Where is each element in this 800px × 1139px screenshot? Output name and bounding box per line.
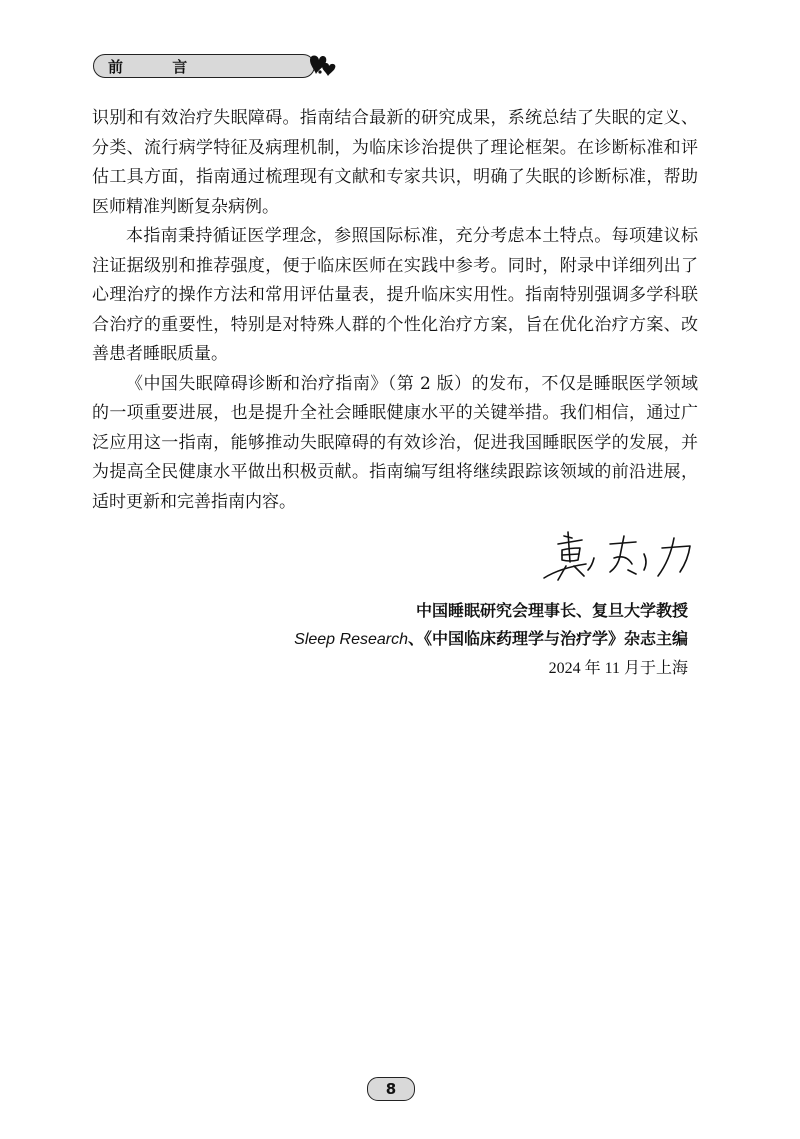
section-header-tab: [93, 54, 315, 78]
handwritten-signature: [540, 526, 700, 588]
date-place: 2024 年 11 月于上海: [548, 660, 688, 677]
author-journal-role: [294, 626, 688, 649]
journal-role-rest: 、《中国临床药理学与治疗学》杂志主编: [407, 629, 688, 648]
paragraph-1: 识别和有效治疗失眠障碍。指南结合最新的研究成果，系统总结了失眠的定义、分类、流行病学特征及病理机制，为临床诊治提供了理论框架。在诊断标准和评估工具方面，指南通过梳理现有文献和专家共识，明确了失眠的诊断标准，帮助医师精准判断复杂病例。: [92, 108, 698, 217]
paragraph-3: 《中国失眠障碍诊断和治疗指南》（第 2 版）的发布，不仅是睡眠医学领域的一项重要进展，也是提升全社会睡眠健康水平的关键举措。我们相信，通过广泛应用这一指南，能够推动失眠障碍的有效诊治，促进我国睡眠医学的发展，并为提高全民健康水平做出积极贡献。指南编写组将继续跟踪该领域的前沿进展，适时更新和完善指南内容。: [92, 373, 698, 512]
preface-body: [92, 104, 698, 517]
journal-name-en: Sleep Research: [294, 631, 408, 648]
hearts-ornament-icon: [306, 50, 338, 80]
section-title: 前 言: [108, 58, 210, 76]
author-title: 中国睡眠研究会理事长、复旦大学教授: [415, 601, 688, 620]
paragraph-2: 本指南秉持循证医学理念，参照国际标准，充分考虑本土特点。每项建议标注证据级别和推荐强度，便于临床医师在实践中参考。同时，附录中详细列出了心理治疗的操作方法和常用评估量表，提升临床实用性。指南特别强调多学科联合治疗的重要性，特别是对特殊人群的个性化治疗方案，旨在优化治疗方案、改善患者睡眠质量。: [92, 226, 698, 364]
page-number: 8: [367, 1077, 415, 1101]
